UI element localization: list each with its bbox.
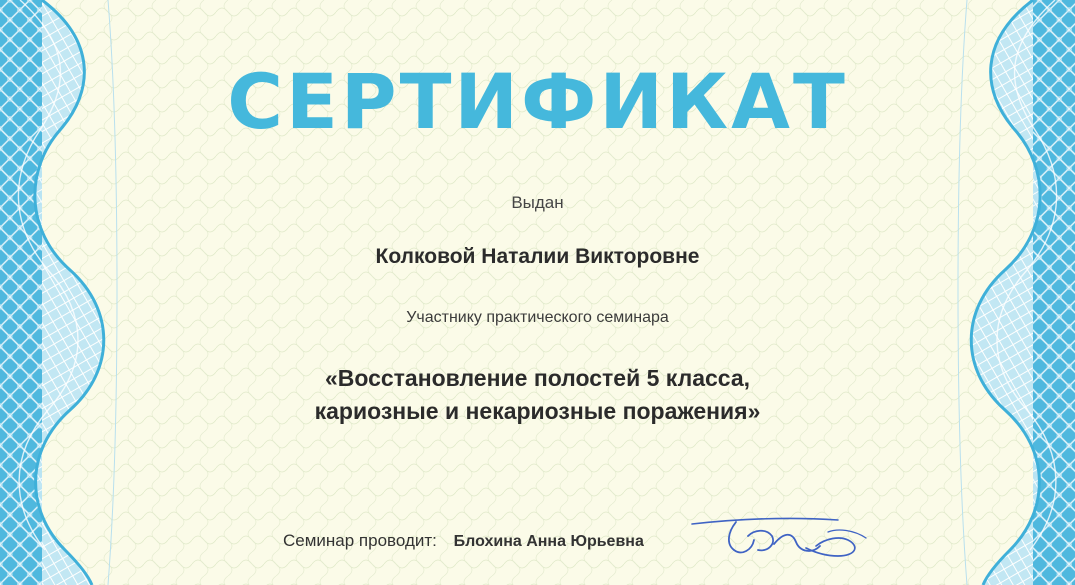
seminar-title-line-1: «Восстановление полостей 5 класса, bbox=[324, 365, 751, 391]
certificate-heading: СЕРТИФИКАТ bbox=[227, 57, 848, 146]
conductor-name: Блохина Анна Юрьевна bbox=[453, 533, 644, 550]
conductor-row bbox=[283, 532, 644, 550]
signature-image bbox=[688, 510, 873, 572]
recipient-name: Колковой Наталии Викторовне bbox=[375, 245, 700, 268]
participant-label: Участнику практического семинара bbox=[406, 309, 669, 326]
issued-label: Выдан bbox=[511, 193, 564, 212]
seminar-title-line-2: кариозные и некариозные поражения» bbox=[314, 398, 761, 424]
seminar-title bbox=[0, 362, 1075, 428]
conductor-label: Семинар проводит: bbox=[283, 531, 437, 550]
